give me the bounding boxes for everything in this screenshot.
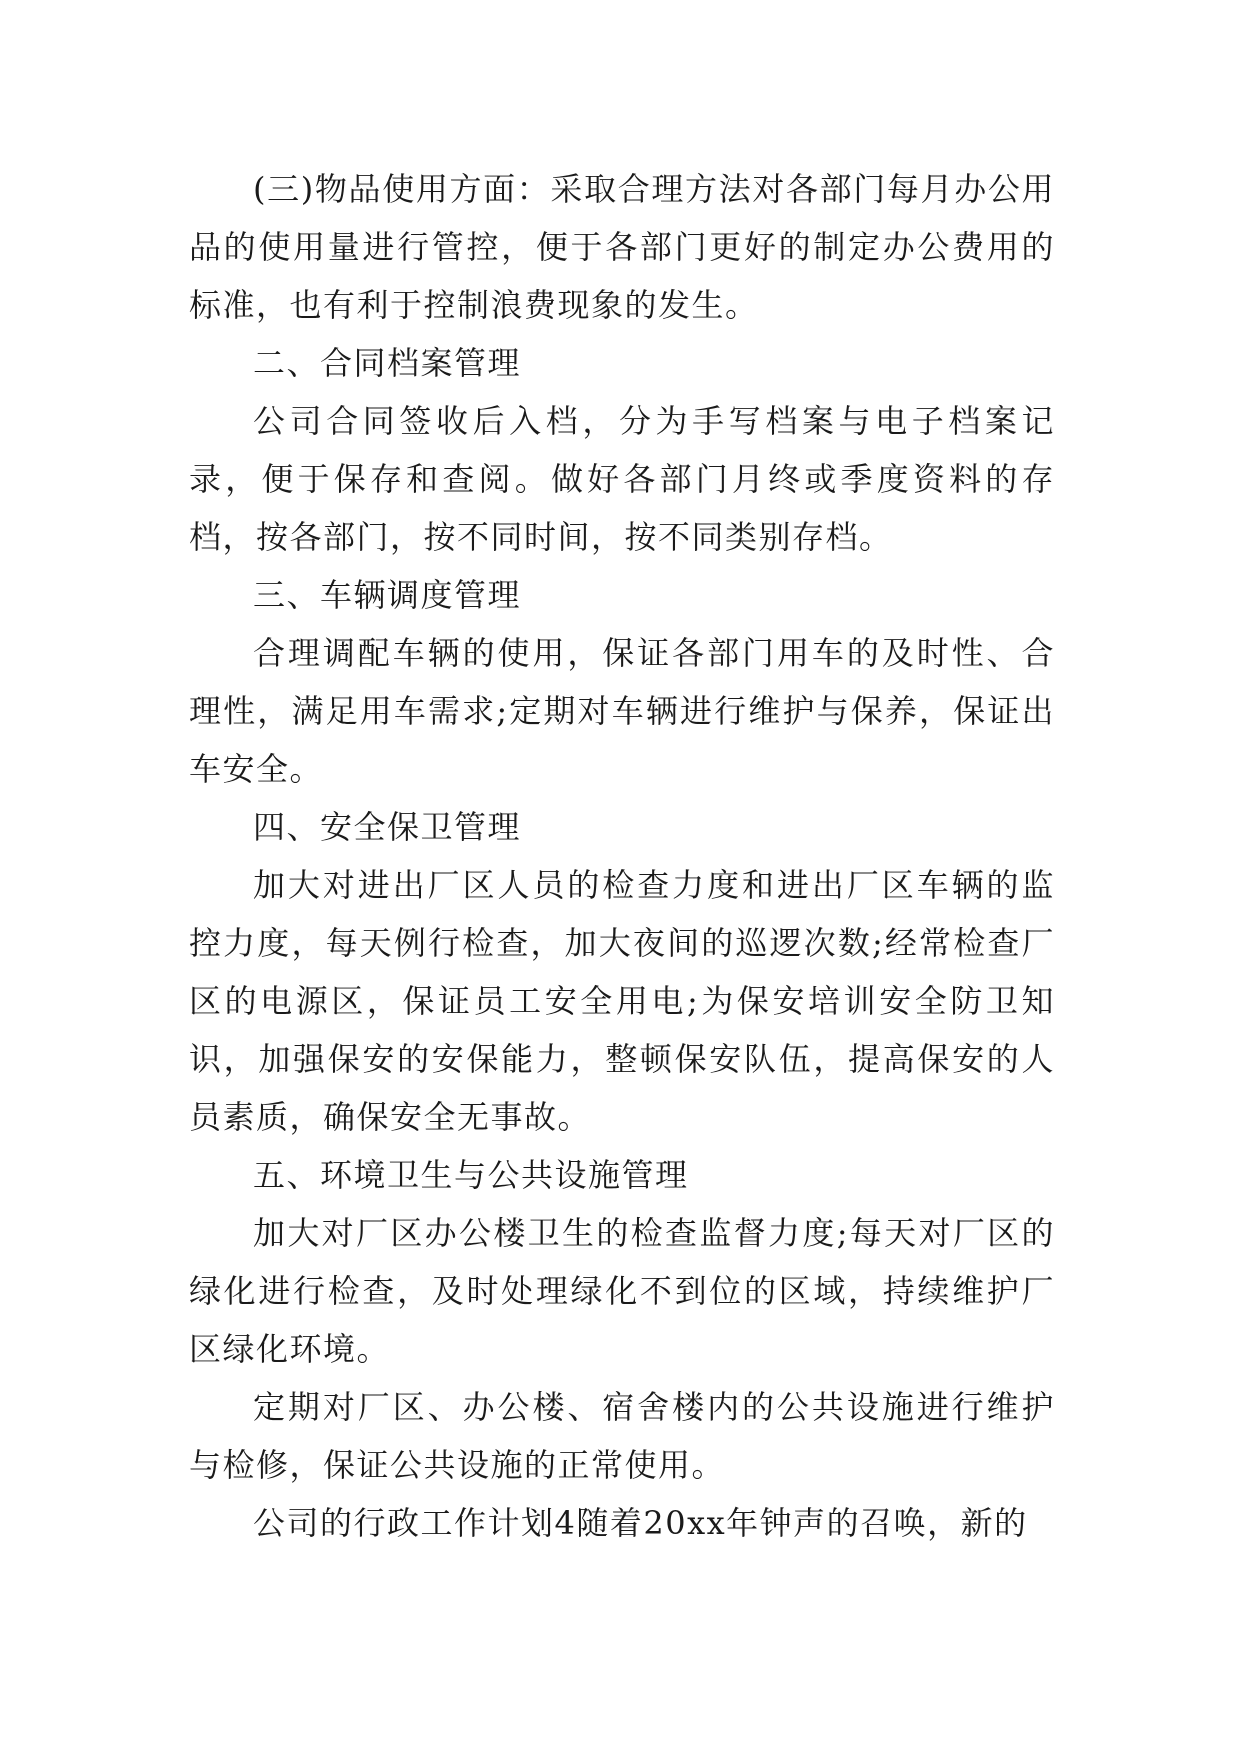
paragraph-security: 加大对进出厂区人员的检查力度和进出厂区车辆的监控力度，每天例行检查，加大夜间的巡逻次数;经常检查厂区的电源区，保证员工安全用电;为保安培训安全防卫知识，加强保安的安保能力，整顿保安队伍，提高保安的人员素质，确保安全无事故。	[189, 866, 1055, 1136]
heading-security: 四、安全保卫管理	[253, 808, 522, 846]
paragraph-facilities: 定期对厂区、办公楼、宿舍楼内的公共设施进行维护与检修，保证公共设施的正常使用。	[189, 1388, 1055, 1484]
paragraph-contract-archive: 公司合同签收后入档，分为手写档案与电子档案记录，便于保存和查阅。做好各部门月终或季度资料的存档，按各部门，按不同时间，按不同类别存档。	[189, 402, 1055, 556]
heading-environment-facilities: 五、环境卫生与公共设施管理	[253, 1156, 689, 1194]
heading-vehicle-dispatch: 三、车辆调度管理	[253, 576, 522, 614]
paragraph-environment: 加大对厂区办公楼卫生的检查监督力度;每天对厂区的绿化进行检查，及时处理绿化不到位的区域，持续维护厂区绿化环境。	[189, 1214, 1055, 1368]
heading-contract-archive: 二、合同档案管理	[253, 344, 522, 382]
paragraph-supplies-usage: (三)物品使用方面：采取合理方法对各部门每月办公用品的使用量进行管控，便于各部门更好的制定办公费用的标准，也有利于控制浪费现象的发生。	[189, 170, 1055, 324]
paragraph-vehicle-dispatch: 合理调配车辆的使用，保证各部门用车的及时性、合理性，满足用车需求;定期对车辆进行维护与保养，保证出车安全。	[189, 634, 1055, 788]
document-body	[189, 160, 1055, 1552]
paragraph-work-plan-4: 公司的行政工作计划4随着20xx年钟声的召唤，新的	[253, 1504, 1028, 1542]
